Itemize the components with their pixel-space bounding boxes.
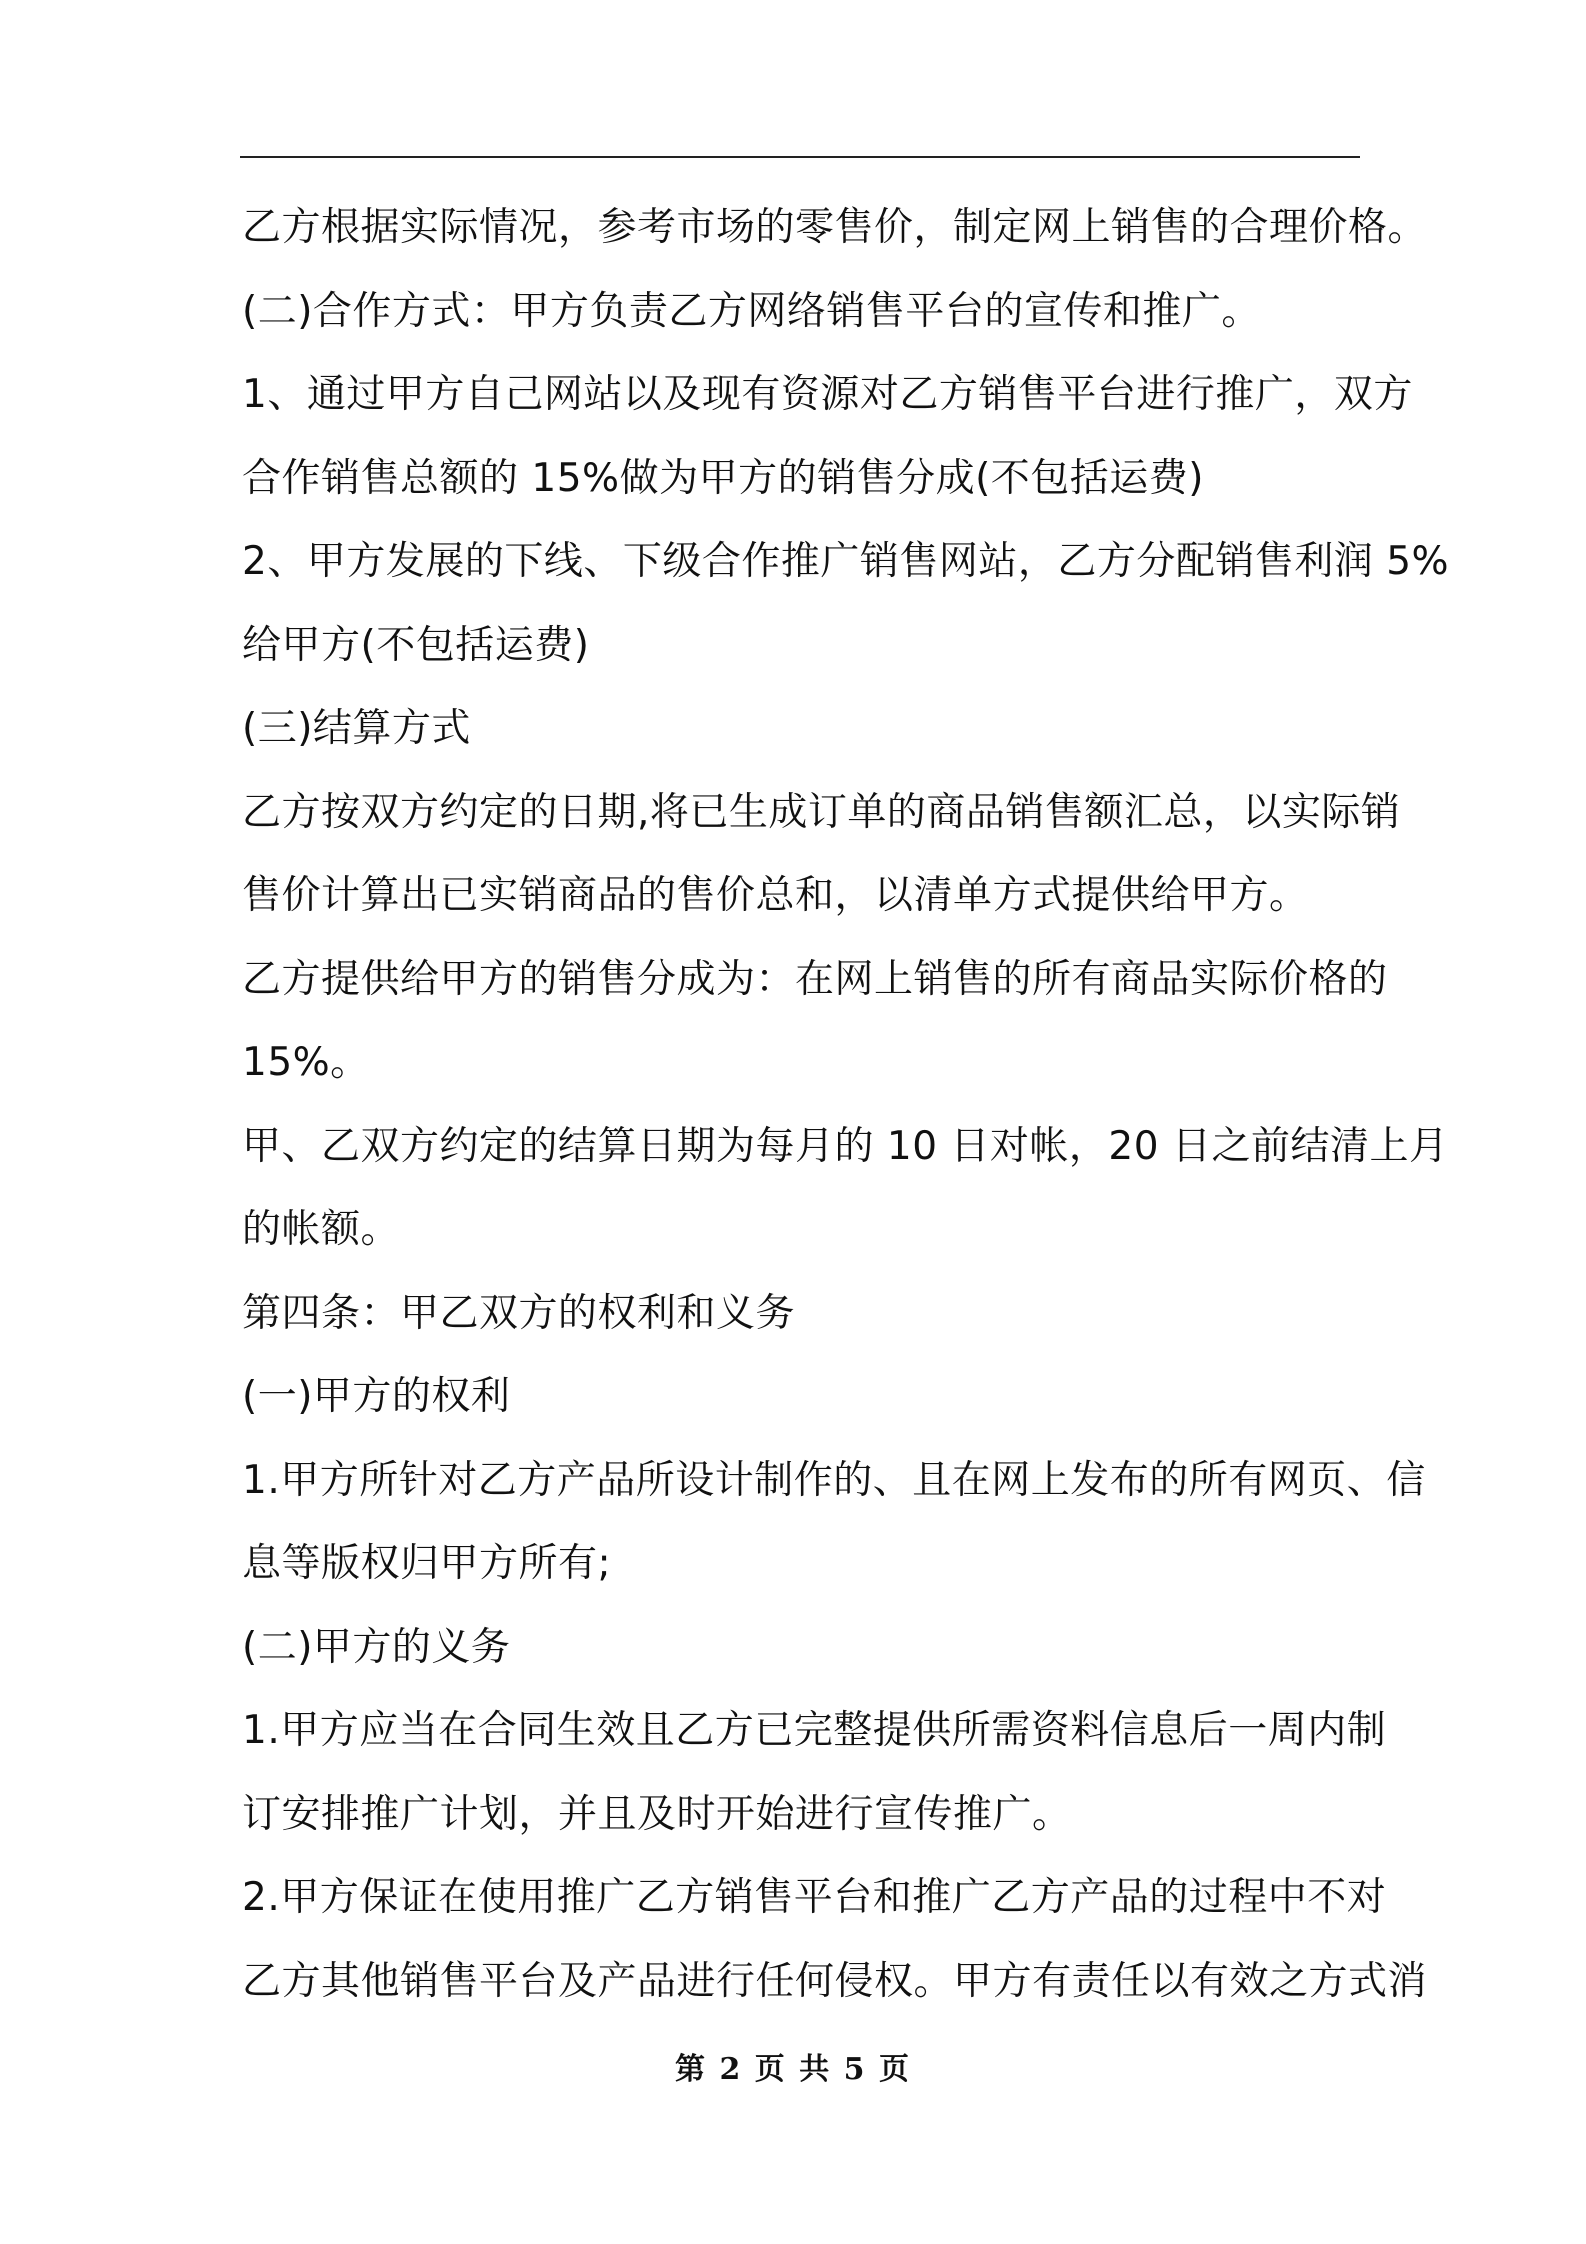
text-line: 甲、乙双方约定的结算日期为每月的 10 日对帐，20 日之前结清上月: [242, 1123, 1449, 1169]
text-line: 息等版权归甲方所有;: [242, 1541, 612, 1586]
text-line: 2、甲方发展的下线、下级合作推广销售网站，乙方分配销售利润 5%: [242, 539, 1450, 584]
text-line: 乙方提供给甲方的销售分成为：在网上销售的所有商品实际价格的: [242, 956, 1388, 1002]
text-line: 订安排推广计划，并且及时开始进行宣传推广。: [242, 1791, 1072, 1837]
text-line: (三)结算方式: [242, 706, 471, 751]
text-line: 合作销售总额的 15%做为甲方的销售分成(不包括运费): [242, 455, 1205, 501]
page-number-footer: 第 2 页 共 5 页: [675, 2052, 911, 2087]
document-body: [242, 196, 1450, 2033]
text-line: 售价计算出已实销商品的售价总和，以清单方式提供给甲方。: [242, 873, 1309, 918]
text-line: 1.甲方所针对乙方产品所设计制作的、且在网上发布的所有网页、信: [242, 1457, 1426, 1503]
text-line: 乙方按双方约定的日期,将已生成订单的商品销售额汇总，以实际销: [242, 789, 1401, 835]
text-line: (二)合作方式：甲方负责乙方网络销售平台的宣传和推广。: [242, 288, 1261, 334]
text-line: 给甲方(不包括运费): [242, 622, 590, 668]
text-line: (二)甲方的义务: [242, 1624, 511, 1670]
text-line: 15%。: [242, 1040, 370, 1085]
text-line: 第四条：甲乙双方的权利和义务: [242, 1290, 796, 1336]
text-line: 1.甲方应当在合同生效且乙方已完整提供所需资料信息后一周内制: [242, 1708, 1387, 1753]
header-rule: [240, 156, 1360, 158]
text-line: 2.甲方保证在使用推广乙方销售平台和推广乙方产品的过程中不对: [242, 1875, 1387, 1920]
text-line: 乙方其他销售平台及产品进行任何侵权。甲方有责任以有效之方式消: [242, 1958, 1428, 2004]
text-line: (一)甲方的权利: [242, 1374, 511, 1419]
text-line: 乙方根据实际情况，参考市场的零售价，制定网上销售的合理价格。: [242, 205, 1428, 250]
text-line: 1、通过甲方自己网站以及现有资源对乙方销售平台进行推广，双方: [242, 372, 1413, 417]
text-line: 的帐额。: [242, 1207, 401, 1252]
